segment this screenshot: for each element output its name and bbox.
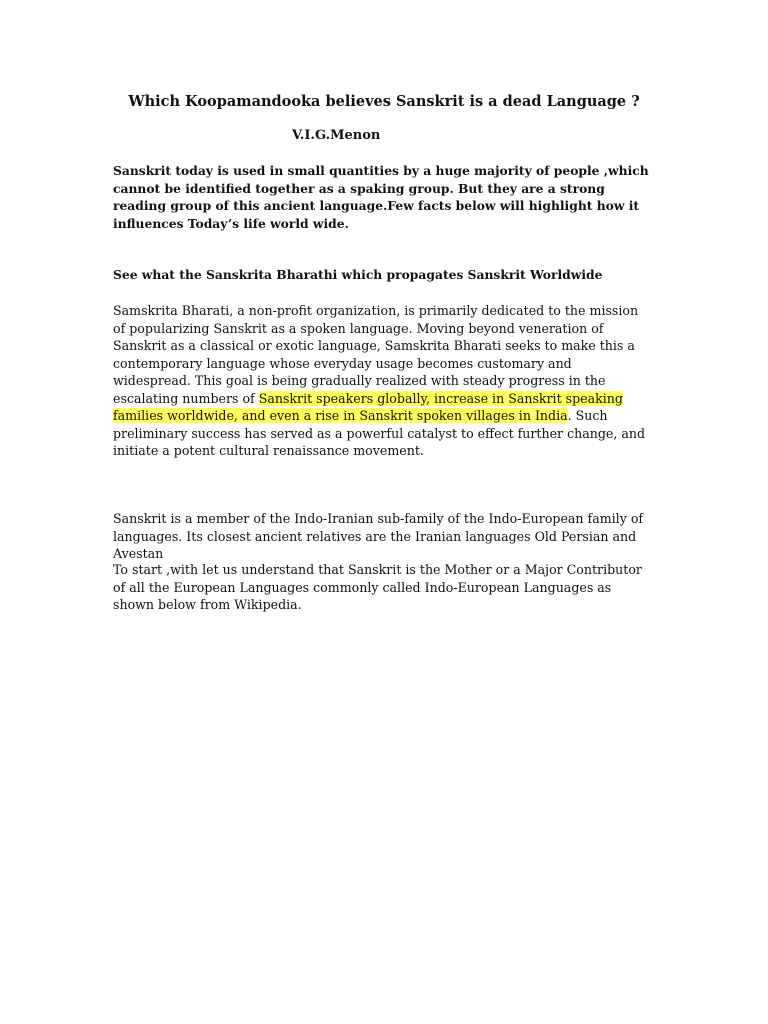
- intro-paragraph: Sanskrit today is used in small quantities by a huge majority of people ,which cannot be identified together as a spaking group. But they are a strong reading group of this ancient language.Few facts below will highlight how it influences Today’s life world wide.: [113, 163, 649, 231]
- author-name: V.I.G.Menon: [292, 128, 381, 143]
- document-title: Which Koopamandooka believes Sanskrit is a dead Language ?: [128, 93, 640, 110]
- bharati-paragraph: [113, 302, 653, 460]
- bharati-text-after: . Such preliminary success has served as a powerful catalyst to effect further change, and initiate a potent cultural renaissance movement.: [113, 408, 646, 458]
- mother-language-paragraph: To start ,with let us understand that Sanskrit is the Mother or a Major Contributor of all the European Languages commonly called Indo-European Languages as shown below from Wikipedia.: [113, 562, 642, 612]
- highlighted-text: Sanskrit speakers globally, increase in Sanskrit speaking families worldwide, and even a rise in Sanskrit spoken villages in India: [113, 390, 623, 423]
- section-subheading: See what the Sanskrita Bharathi which propagates Sanskrit Worldwide: [113, 267, 603, 282]
- bharati-text-before: Samskrita Bharati, a non-profit organization, is primarily dedicated to the mission of popularizing Sanskrit as a spoken language. Moving beyond veneration of Sanskrit as a classical or exotic language, Samskrita Bharati seeks to make this a contemporary language whose everyday usage becomes customary and widespread. This goal is being gradually realized with steady progress in the escalating numbers of: [113, 303, 639, 406]
- indo-iranian-paragraph: Sanskrit is a member of the Indo-Iranian sub-family of the Indo-European family of languages. Its closest ancient relatives are the Iranian languages Old Persian and Avestan: [113, 511, 644, 561]
